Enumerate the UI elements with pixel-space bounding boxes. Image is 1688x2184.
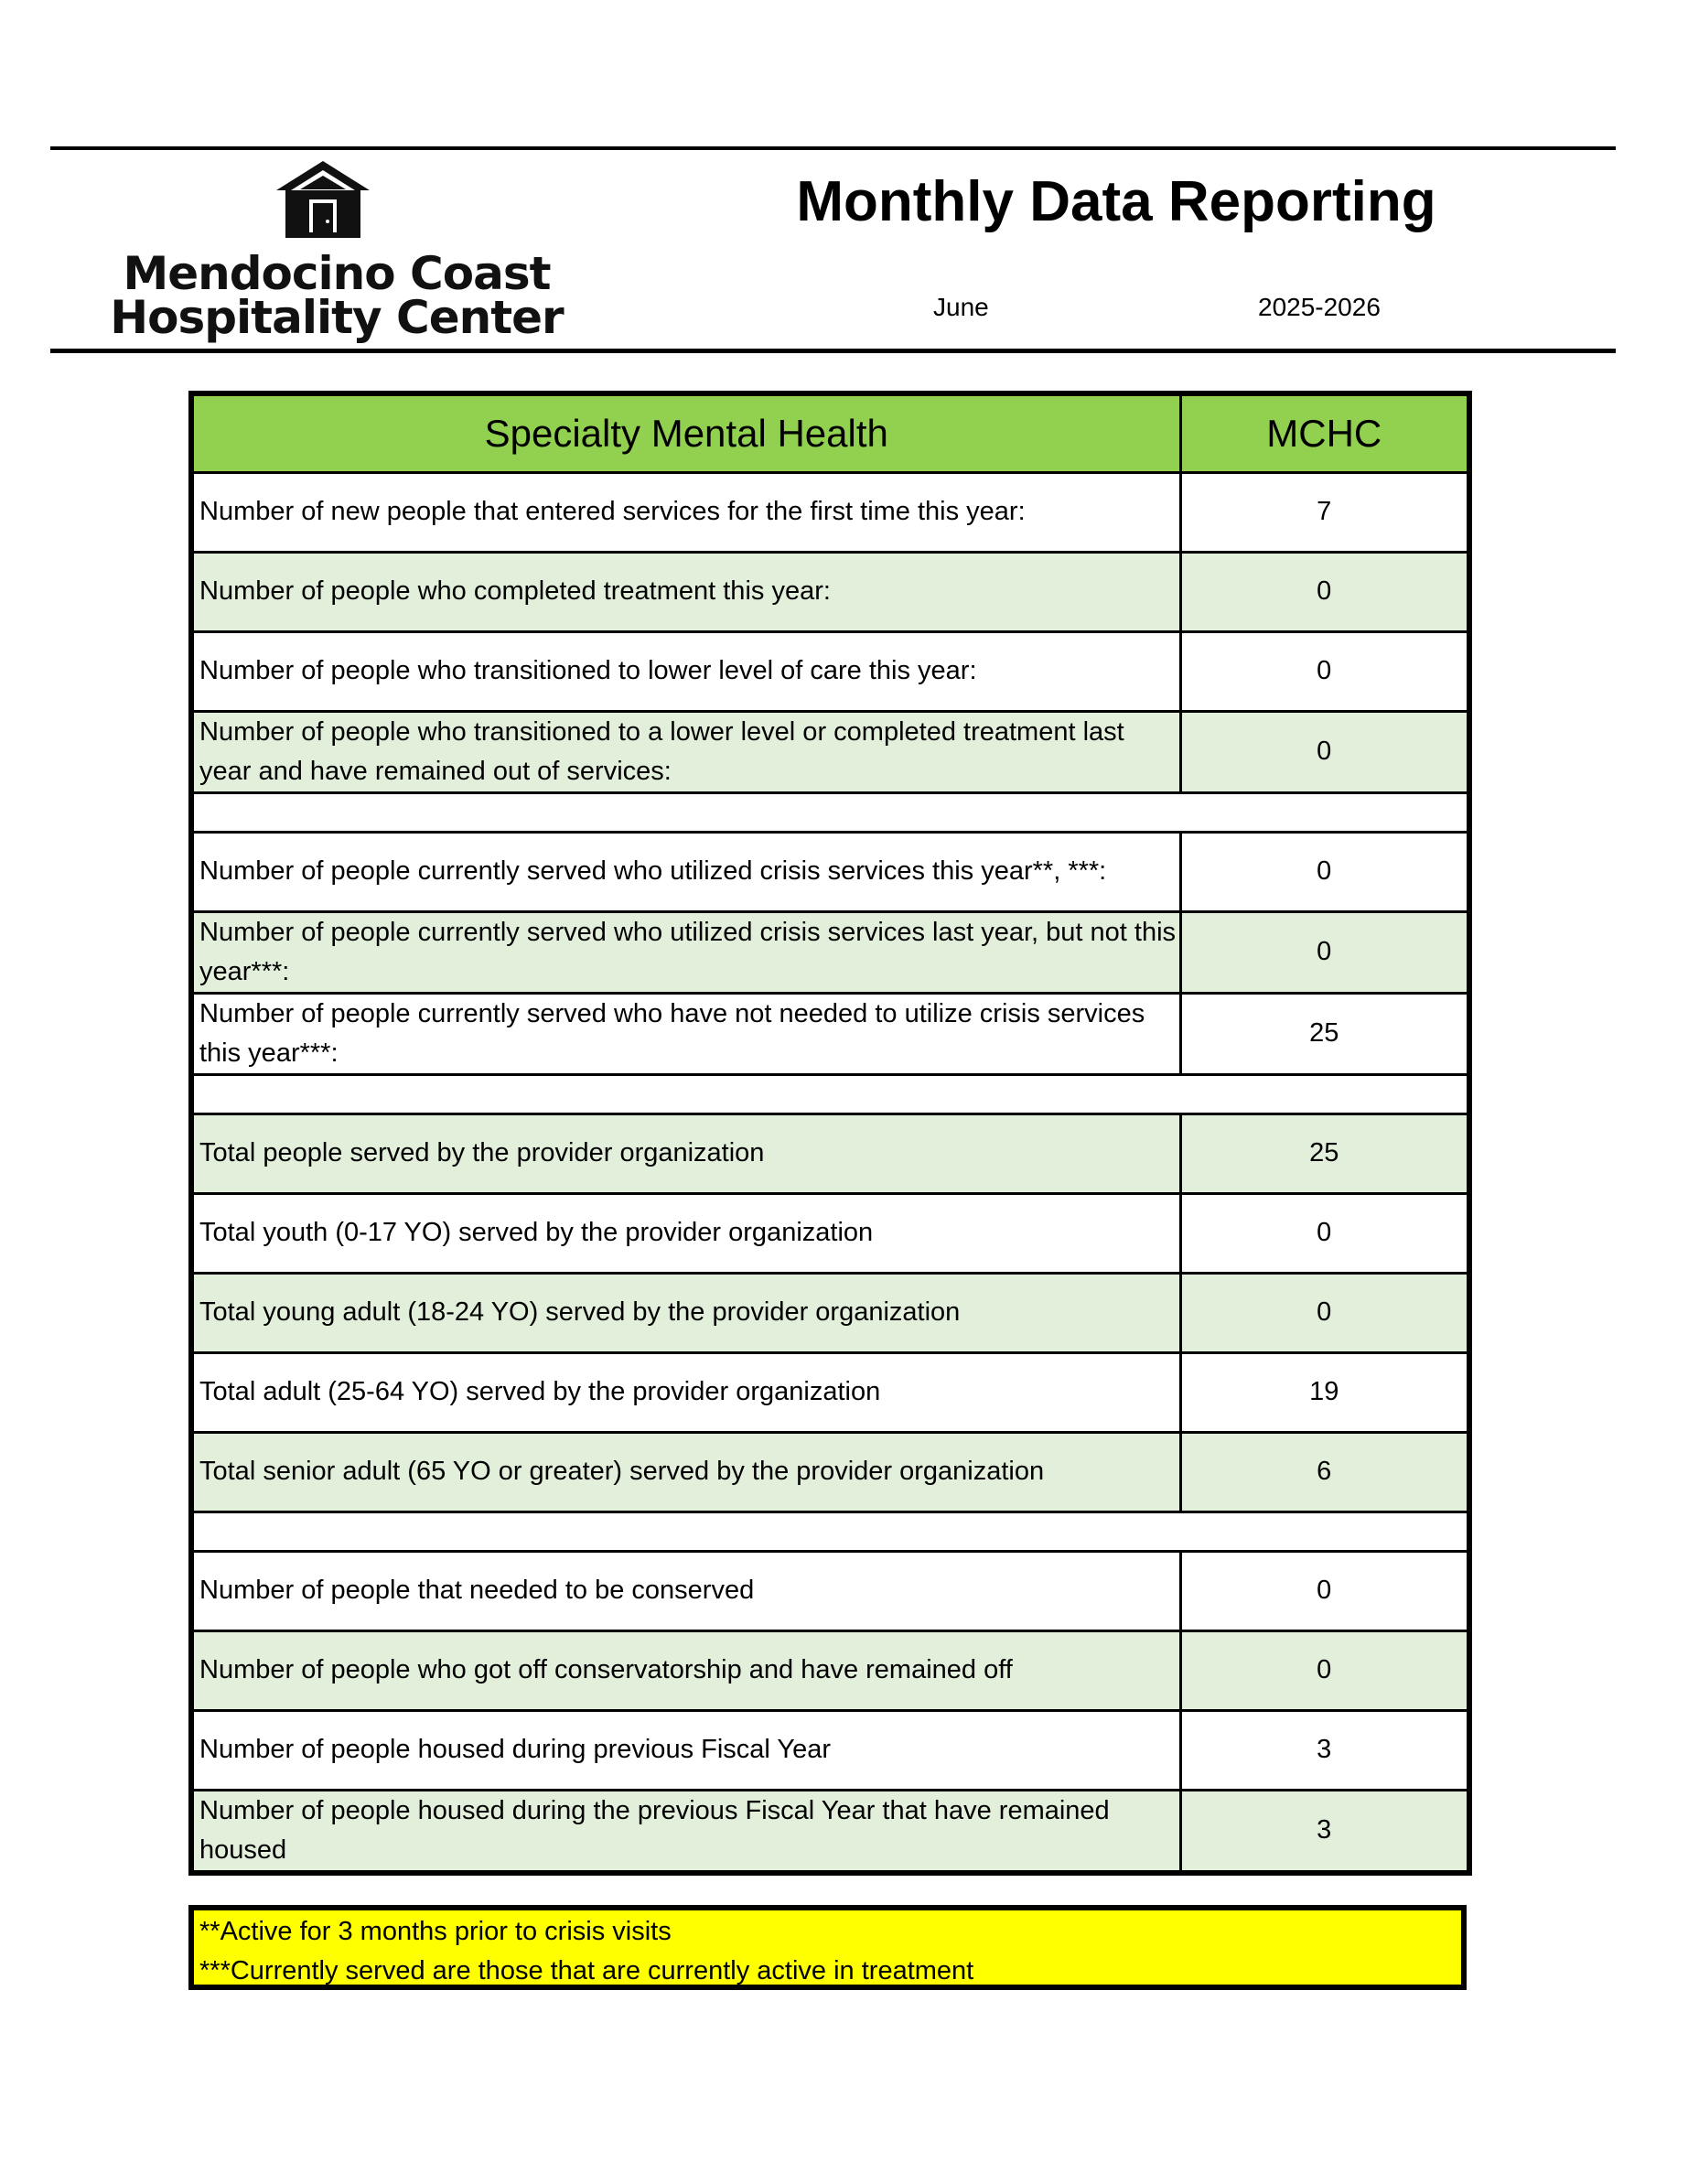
row-label: Total senior adult (65 YO or greater) served by the provider organization bbox=[191, 1432, 1180, 1512]
table-row bbox=[191, 1710, 1469, 1790]
organization-logo bbox=[108, 159, 565, 342]
data-table bbox=[188, 391, 1472, 1876]
row-value: 3 bbox=[1180, 1790, 1469, 1873]
row-value: 25 bbox=[1180, 993, 1469, 1074]
row-value: 7 bbox=[1180, 472, 1469, 552]
table-row bbox=[191, 1432, 1469, 1512]
row-value: 6 bbox=[1180, 1432, 1469, 1512]
row-label: Number of people currently served who utilized crisis services last year, but not this year***: bbox=[191, 911, 1180, 993]
row-value: 0 bbox=[1180, 832, 1469, 911]
footnotes-box bbox=[188, 1905, 1467, 1990]
table-row bbox=[191, 911, 1469, 993]
row-value: 3 bbox=[1180, 1710, 1469, 1790]
footnote-currently-served: ***Currently served are those that are currently active in treatment bbox=[199, 1956, 974, 1985]
table-row bbox=[191, 552, 1469, 631]
table-row bbox=[191, 993, 1469, 1074]
row-label: Total young adult (18-24 YO) served by the provider organization bbox=[191, 1273, 1180, 1352]
table-row bbox=[191, 1551, 1469, 1630]
top-rule bbox=[50, 146, 1616, 150]
table-row bbox=[191, 1273, 1469, 1352]
logo-text-line1: Mendocino Coast bbox=[123, 247, 551, 300]
row-label: Total youth (0-17 YO) served by the provider organization bbox=[191, 1193, 1180, 1273]
row-value: 0 bbox=[1180, 1630, 1469, 1710]
table-header-row bbox=[191, 393, 1469, 472]
house-icon bbox=[273, 159, 373, 242]
row-value: 19 bbox=[1180, 1352, 1469, 1432]
row-value: 0 bbox=[1180, 552, 1469, 631]
row-label: Number of people who got off conservatorship and have remained off bbox=[191, 1630, 1180, 1710]
row-value: 0 bbox=[1180, 1193, 1469, 1273]
row-value: 0 bbox=[1180, 911, 1469, 993]
table-row bbox=[191, 832, 1469, 911]
table-row bbox=[191, 711, 1469, 792]
row-value: 25 bbox=[1180, 1114, 1469, 1193]
header-bottom-rule bbox=[50, 349, 1616, 353]
row-label: Number of people housed during previous Fiscal Year bbox=[191, 1710, 1180, 1790]
report-title: Monthly Data Reporting bbox=[796, 170, 1436, 233]
value-column-header: MCHC bbox=[1180, 393, 1469, 472]
row-value: 0 bbox=[1180, 1551, 1469, 1630]
row-label: Total people served by the provider organization bbox=[191, 1114, 1180, 1193]
row-label: Number of people who transitioned to lower level of care this year: bbox=[191, 631, 1180, 711]
row-value: 0 bbox=[1180, 631, 1469, 711]
row-label: Total adult (25-64 YO) served by the provider organization bbox=[191, 1352, 1180, 1432]
spacer-row bbox=[191, 1512, 1469, 1551]
report-month: June bbox=[933, 293, 989, 321]
row-value: 0 bbox=[1180, 711, 1469, 792]
row-label: Number of people currently served who utilized crisis services this year**, ***: bbox=[191, 832, 1180, 911]
label-column-header: Specialty Mental Health bbox=[191, 393, 1180, 472]
table-row bbox=[191, 1630, 1469, 1710]
row-label: Number of people that needed to be conserved bbox=[191, 1551, 1180, 1630]
table-row bbox=[191, 1790, 1469, 1873]
logo-text-line2: Hospitality Center bbox=[110, 291, 564, 344]
spacer-row bbox=[191, 1074, 1469, 1114]
row-value: 0 bbox=[1180, 1273, 1469, 1352]
row-label: Number of new people that entered services for the first time this year: bbox=[191, 472, 1180, 552]
table-row bbox=[191, 631, 1469, 711]
table-row bbox=[191, 472, 1469, 552]
table-row bbox=[191, 1114, 1469, 1193]
report-fiscal-year: 2025-2026 bbox=[1258, 293, 1381, 321]
table-row bbox=[191, 1193, 1469, 1273]
row-label: Number of people currently served who have not needed to utilize crisis services this year***: bbox=[191, 993, 1180, 1074]
table-row bbox=[191, 1352, 1469, 1432]
spacer-row bbox=[191, 792, 1469, 832]
row-label: Number of people who completed treatment this year: bbox=[191, 552, 1180, 631]
footnote-active: **Active for 3 months prior to crisis visits bbox=[199, 1917, 672, 1946]
row-label: Number of people who transitioned to a lower level or completed treatment last year and have remained out of services: bbox=[191, 711, 1180, 792]
row-label: Number of people housed during the previous Fiscal Year that have remained housed bbox=[191, 1790, 1180, 1873]
